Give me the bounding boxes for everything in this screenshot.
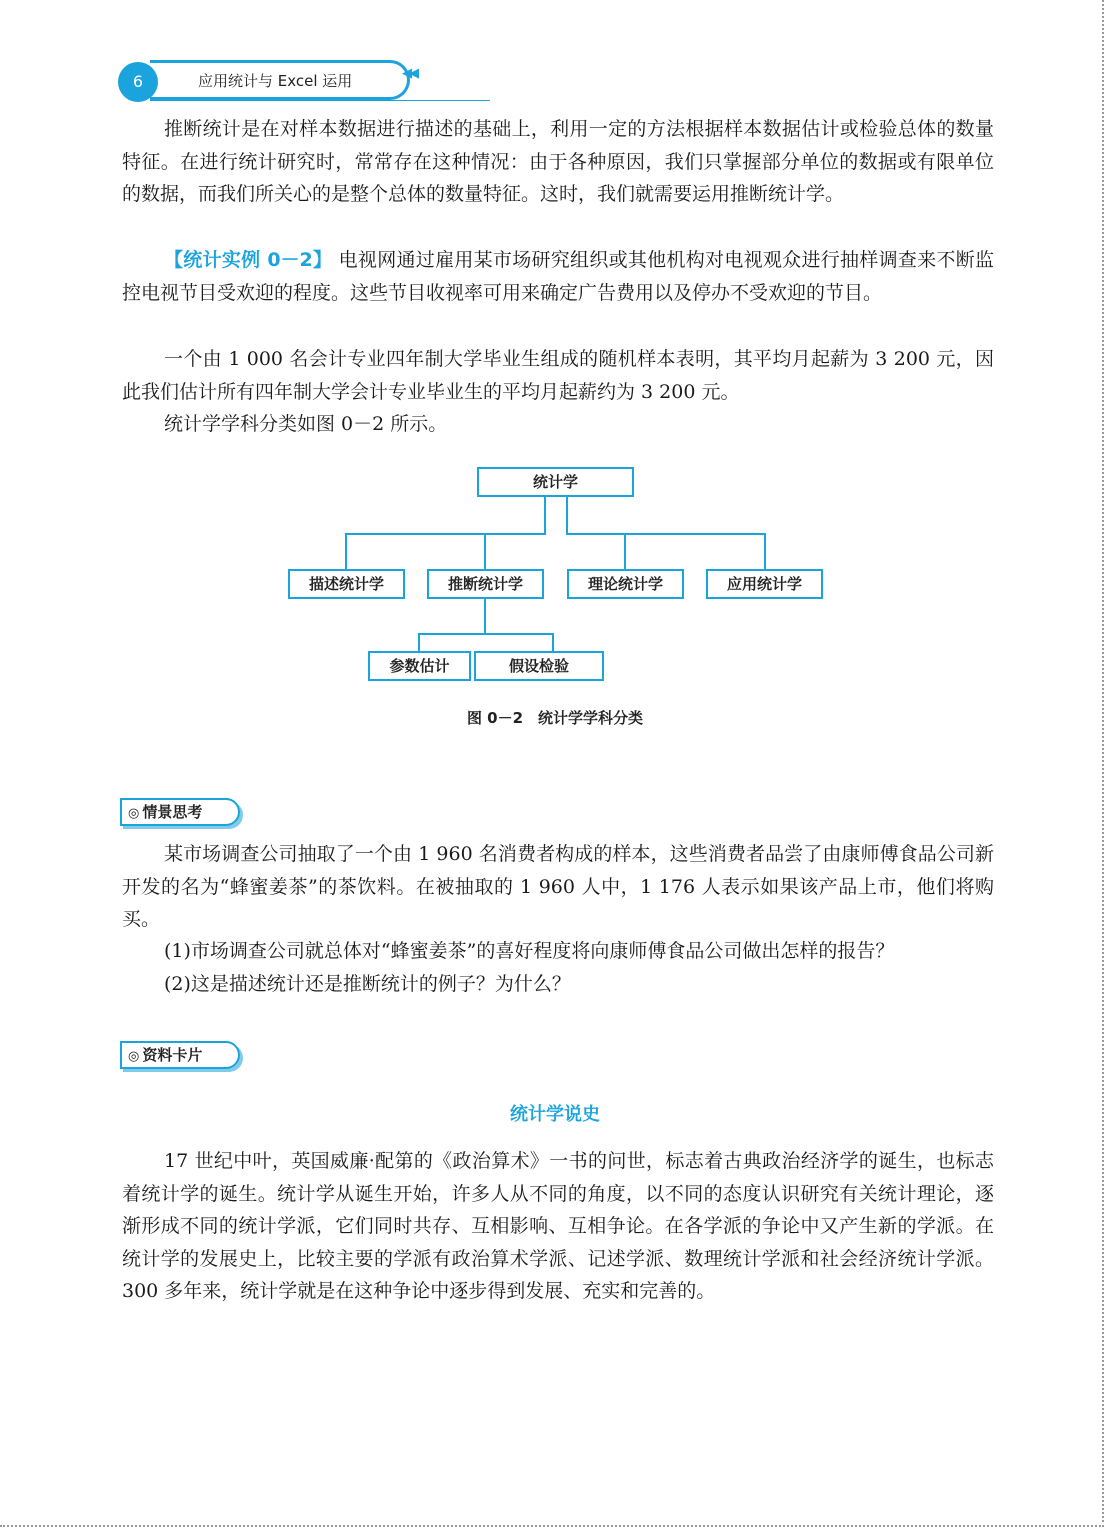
scenario-question-1: (1)市场调查公司就总体对“蜂蜜姜茶”的喜好程度将向康师傅食品公司做出怎样的报告？ bbox=[164, 940, 895, 962]
connector-inferential-testing bbox=[485, 634, 553, 651]
page-header bbox=[118, 58, 498, 104]
scenario-paragraph: 某市场调查公司抽取了一个由 1 960 名消费者构成的样本，这些消费者品尝了由康师傅食品公司新开发的名为“蜂蜜姜茶”的茶饮料。在被抽取的 1 960 人中，1 176 人表示如果该产品上市，他们将购买。 bbox=[122, 843, 994, 930]
figure-caption: 图 0－2 统计学学科分类 bbox=[466, 709, 644, 727]
example-tag: 【统计实例 0－2】 bbox=[164, 249, 333, 271]
book-title: 应用统计与 Excel 运用 bbox=[198, 72, 353, 90]
connector-root-inferential bbox=[485, 534, 545, 569]
node-descriptive-statistics: 描述统计学 bbox=[288, 569, 405, 599]
card-tag bbox=[120, 1041, 240, 1069]
header-rule bbox=[150, 100, 490, 101]
intro-paragraph: 推断统计是在对样本数据进行描述的基础上，利用一定的方法根据样本数据估计或检验总体的数量特征。在进行统计研究时，常常存在这种情况：由于各种原因，我们只掌握部分单位的数据或有限单位的数据，而我们所关心的是整个总体的数量特征。这时，我们就需要运用推断统计学。 bbox=[122, 118, 994, 205]
scenario-question-2: (2)这是描述统计还是推断统计的例子？为什么？ bbox=[164, 973, 571, 995]
connector-inferential-estimation bbox=[419, 599, 485, 651]
node-inferential-statistics: 推断统计学 bbox=[427, 569, 544, 599]
card-title: 统计学说史 bbox=[510, 1104, 600, 1125]
example-paragraph bbox=[122, 244, 994, 309]
scenario-tag-label: 情景思考 bbox=[142, 803, 203, 821]
node-parameter-estimation: 参数估计 bbox=[368, 651, 471, 681]
connector-root-theoretical bbox=[567, 497, 625, 569]
example-text: 电视网通过雇用某市场研究组织或其他机构对电视观众进行抽样调查来不断监控电视节目受欢迎的程度。这些节目收视率可用来确定广告费用以及停办不受欢迎的节目。 bbox=[122, 249, 994, 304]
node-theoretical-statistics: 理论统计学 bbox=[567, 569, 684, 599]
node-hypothesis-testing: 假设检验 bbox=[474, 651, 604, 681]
node-statistics: 统计学 bbox=[477, 467, 634, 497]
connector-root-applied bbox=[625, 534, 765, 569]
circle-bullet-icon: ◎ bbox=[128, 1049, 140, 1064]
example-paragraph-2: 一个由 1 000 名会计专业四年制大学毕业生组成的随机样本表明，其平均月起薪为 3 200 元，因此我们估计所有四年制大学会计专业毕业生的平均月起薪约为 3 200 元。 bbox=[122, 348, 994, 403]
page-number: 6 bbox=[118, 62, 158, 102]
card-paragraph: 17 世纪中叶，英国威廉·配第的《政治算术》一书的问世，标志着古典政治经济学的诞生，也标志着统计学的诞生。统计学从诞生开始，许多人从不同的角度，以不同的态度认识研究有关统计理论，逐渐形成不同的统计学派，它们同时共存、互相影响、互相争论。在各学派的争论中又产生新的学派。在统计学的发展史上，比较主要的学派有政治算术学派、记述学派、数理统计学派和社会经济统计学派。300 多年来，统计学就是在这种争论中逐步得到发展、充实和完善的。 bbox=[122, 1150, 994, 1302]
figure-intro: 统计学学科分类如图 0－2 所示。 bbox=[164, 413, 448, 435]
page-bottom-border bbox=[0, 1525, 1104, 1527]
node-applied-statistics: 应用统计学 bbox=[706, 569, 823, 599]
page-right-border bbox=[1102, 0, 1104, 1522]
circle-bullet-icon: ◎ bbox=[128, 806, 140, 821]
card-tag-label: 资料卡片 bbox=[142, 1046, 203, 1064]
classification-diagram bbox=[280, 462, 840, 687]
double-arrow-left-icon: ◀◀ bbox=[402, 66, 416, 81]
scenario-tag bbox=[120, 798, 240, 826]
